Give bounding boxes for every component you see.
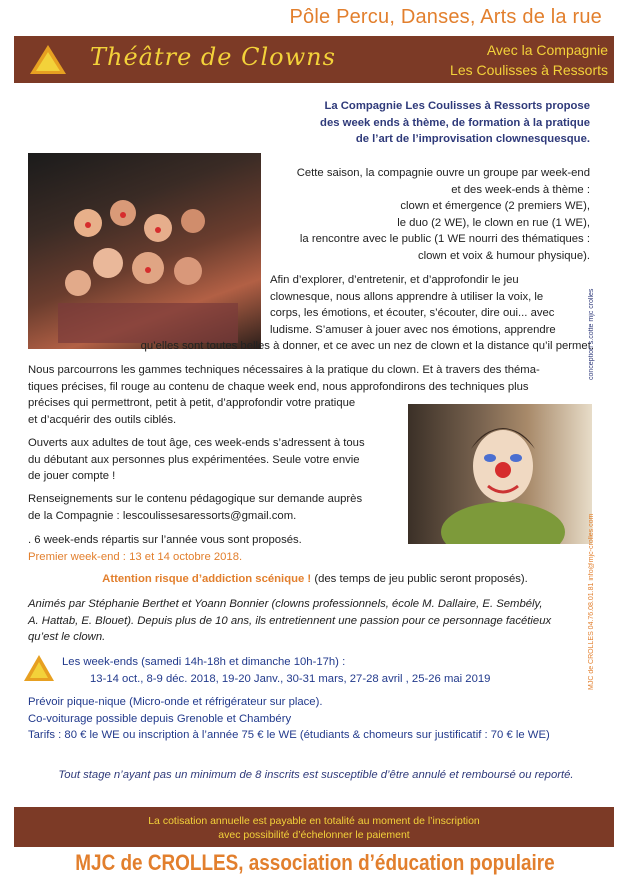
- text-line: Nous parcourrons les gammes techniques nécessaires à la pratique du clown. Et à travers des théma-: [28, 364, 540, 376]
- tarifs-line: Tarifs : 80 € le WE ou inscription à l’année 75 € le WE (étudiants & chomeurs sur justificatif : 70 € le WE): [28, 729, 550, 741]
- text-line: A. Hattab, E. Blouet). Depuis plus de 10 ans, ils entretiennent une passion pour ce personnage facétieux: [28, 614, 552, 627]
- text-line: Prévoir pique-nique (Micro-onde et réfrigérateur sur place).: [28, 696, 323, 708]
- contact-info: MJC de CROLLES 04.76.08.01.81 info@mjc-crolles.com: [588, 513, 595, 690]
- text-line: la rencontre avec le public (1 WE nourri des thématiques :: [299, 233, 590, 245]
- footer-band: [14, 807, 614, 847]
- company-line-1: Avec la Compagnie: [486, 42, 608, 58]
- info-paragraph: [28, 491, 408, 524]
- text-line: Co-voiturage possible depuis Grenoble et Chambéry: [28, 712, 292, 725]
- clown-portrait-photo: [408, 404, 592, 544]
- text-line: et des week-ends à thème :: [451, 183, 590, 196]
- design-credit: conception s.cotte mjc crolles: [588, 288, 595, 380]
- text-line: du débutant aux personnes plus expérimentées. Seule votre envie: [28, 453, 360, 466]
- company-block: [450, 40, 608, 80]
- clown-group-illustration: [28, 153, 261, 349]
- hours-line: Les week-ends (samedi 14h-18h et dimanche 10h-17h) :: [62, 656, 346, 668]
- triangle-bullet-icon: [22, 653, 56, 683]
- text-line: clown et émergence (2 premiers WE),: [400, 200, 590, 212]
- text-line: tiques précises, fil rouge au contenu de chaque week end, nous approfondirons des techniques plus: [28, 380, 529, 393]
- intro-line: La Compagnie Les Coulisses à Ressorts propose: [324, 100, 590, 112]
- text-line: Renseignements sur le contenu pédagogique sur demande auprès: [28, 493, 363, 505]
- schedule-paragraph: [28, 532, 408, 565]
- clown-portrait-illustration: [408, 404, 592, 544]
- intro-paragraph: [260, 98, 590, 148]
- season-paragraph: [262, 165, 590, 264]
- footer-line: avec possibilité d’échelonner le paiement: [218, 829, 410, 841]
- text-line: de jouer compte !: [28, 470, 116, 482]
- page-title: Théâtre de Clowns: [90, 43, 336, 71]
- text-line: précises qui permettront, petit à petit, d’approfondir votre pratique: [28, 397, 356, 409]
- text-line: corps, les émotions, et écouter, s’écouter, dire oui... avec: [270, 307, 555, 319]
- title-banner: [14, 36, 614, 83]
- text-line: clown et voix & humour physique).: [417, 249, 590, 262]
- dates-block: [62, 654, 602, 687]
- text-line: Cette saison, la compagnie ouvre un groupe par week-end: [296, 167, 590, 179]
- audience-paragraph: [28, 435, 408, 485]
- first-weekend-line: Premier week-end : 13 et 14 octobre 2018.: [28, 550, 243, 563]
- category-title: Pôle Percu, Danses, Arts de la rue: [289, 6, 602, 28]
- practical-block: [28, 694, 603, 744]
- explore-paragraph: [270, 272, 590, 338]
- footer-line: La cotisation annuelle est payable en totalité au moment de l’inscription: [148, 815, 480, 827]
- text-line: clownesque, nous allons apprendre à utiliser la voix, le: [270, 290, 544, 303]
- cancel-note: Tout stage n’ayant pas un minimum de 8 inscrits est susceptible d’être annulé et remboursé ou reporté.: [58, 769, 574, 781]
- intro-line: de l’art de l’improvisation clownesquesque.: [355, 133, 590, 145]
- text-line: qu’est le clown.: [28, 631, 106, 643]
- animators-paragraph: [28, 596, 598, 646]
- warning-line: [0, 571, 630, 588]
- text-line: et d’acquérir des outils ciblés.: [28, 413, 177, 426]
- organization-footer: MJC de CROLLES, association d’éducation populaire: [75, 850, 555, 875]
- triangle-logo-icon: [28, 43, 68, 76]
- text-line: . 6 week-ends répartis sur l’année vous sont proposés.: [28, 534, 302, 546]
- dates-list-line: 13-14 oct., 8-9 déc. 2018, 19-20 Janv., 30-31 mars, 27-28 avril , 25-26 mai 2019: [90, 672, 491, 685]
- text-line: le duo (2 WE), le clown en rue (1 WE),: [397, 216, 590, 229]
- text-line: ludisme. S’amuser à jouer avec nos émotions, apprendre: [270, 323, 556, 336]
- intro-line: des week ends à thème, de formation à la pratique: [320, 116, 590, 129]
- text-line: Afin d’explorer, d’entretenir, et d’approfondir le jeu: [270, 274, 519, 286]
- clown-group-photo: [28, 153, 261, 349]
- company-line-2: Les Coulisses à Ressorts: [450, 62, 608, 78]
- explore-last-line: qu’elles sont toutes belles à donner, et ce avec un nez de clown et la distance qu’il permet.: [140, 340, 594, 352]
- text-line: Animés par Stéphanie Berthet et Yoann Bonnier (clowns professionnels, école M. Dallaire, E. Sembély,: [28, 598, 543, 610]
- text-line: de la Compagnie : lescoulissesaressorts@gmail.com.: [28, 509, 297, 522]
- warning-bold: Attention risque d’addiction scénique !: [102, 573, 312, 585]
- text-line: Ouverts aux adultes de tout âge, ces week-ends s’adressent à tous: [28, 437, 365, 449]
- warning-rest: (des temps de jeu public seront proposés).: [311, 573, 528, 585]
